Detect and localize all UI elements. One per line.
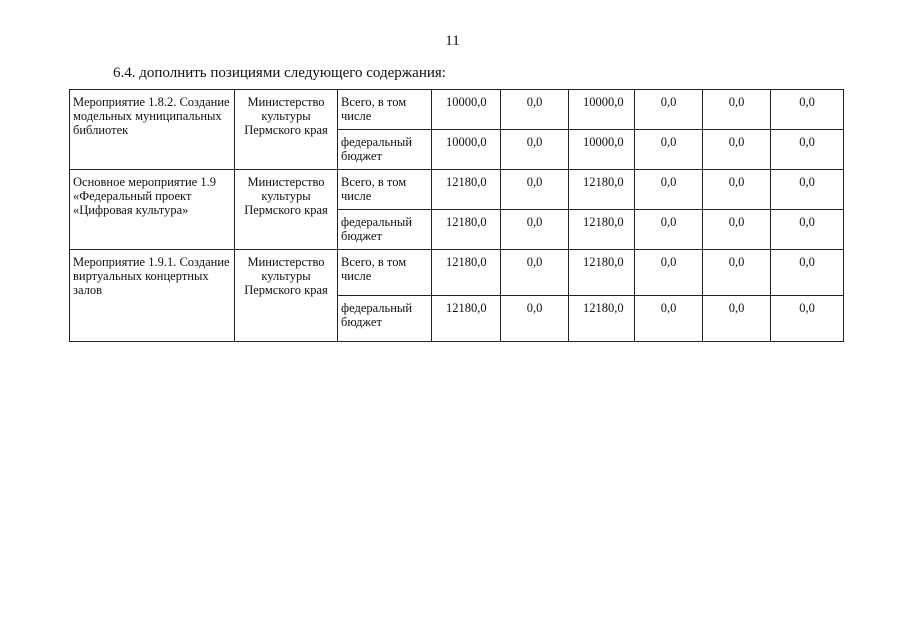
value-cell: 0,0 xyxy=(501,250,569,296)
value-cell: 0,0 xyxy=(703,250,771,296)
value-cell: 0,0 xyxy=(635,90,703,130)
event-name-cell: Мероприятие 1.9.1. Создание виртуальных концертных залов xyxy=(70,250,235,342)
value-cell: 12180,0 xyxy=(569,296,635,342)
page-number: 11 xyxy=(445,33,460,49)
value-cell: 10000,0 xyxy=(432,130,501,170)
value-cell: 0,0 xyxy=(501,210,569,250)
executor-cell: Министерство культуры Пермского края xyxy=(235,250,338,342)
funding-source-cell: федеральный бюджет xyxy=(338,130,432,170)
value-cell: 10000,0 xyxy=(569,90,635,130)
value-cell: 0,0 xyxy=(703,90,771,130)
table-row xyxy=(70,250,844,296)
funding-source-cell: Всего, в том числе xyxy=(338,90,432,130)
value-cell: 0,0 xyxy=(635,250,703,296)
value-cell: 12180,0 xyxy=(569,170,635,210)
value-cell: 0,0 xyxy=(771,296,844,342)
value-cell: 0,0 xyxy=(703,210,771,250)
value-cell: 12180,0 xyxy=(432,210,501,250)
event-name-cell: Основное мероприятие 1.9 «Федеральный проект «Цифровая культура» xyxy=(70,170,235,250)
value-cell: 0,0 xyxy=(501,170,569,210)
value-cell: 0,0 xyxy=(501,296,569,342)
value-cell: 0,0 xyxy=(771,170,844,210)
table-row xyxy=(70,170,844,210)
event-name-cell: Мероприятие 1.8.2. Создание модельных муниципальных библиотек xyxy=(70,90,235,170)
value-cell: 10000,0 xyxy=(432,90,501,130)
value-cell: 0,0 xyxy=(771,250,844,296)
value-cell: 0,0 xyxy=(771,130,844,170)
value-cell: 12180,0 xyxy=(569,250,635,296)
executor-cell: Министерство культуры Пермского края xyxy=(235,170,338,250)
value-cell: 12180,0 xyxy=(432,296,501,342)
value-cell: 0,0 xyxy=(703,170,771,210)
value-cell: 12180,0 xyxy=(432,170,501,210)
value-cell: 0,0 xyxy=(635,296,703,342)
funding-source-cell: федеральный бюджет xyxy=(338,296,432,342)
executor-cell: Министерство культуры Пермского края xyxy=(235,90,338,170)
intro-text: 6.4. дополнить позициями следующего содержания: xyxy=(113,65,446,81)
value-cell: 12180,0 xyxy=(432,250,501,296)
value-cell: 12180,0 xyxy=(569,210,635,250)
budget-table xyxy=(69,89,844,342)
value-cell: 0,0 xyxy=(501,90,569,130)
funding-source-cell: Всего, в том числе xyxy=(338,250,432,296)
value-cell: 0,0 xyxy=(703,296,771,342)
value-cell: 0,0 xyxy=(635,130,703,170)
value-cell: 0,0 xyxy=(703,130,771,170)
value-cell: 0,0 xyxy=(635,170,703,210)
value-cell: 0,0 xyxy=(635,210,703,250)
value-cell: 0,0 xyxy=(771,210,844,250)
value-cell: 0,0 xyxy=(501,130,569,170)
funding-source-cell: Всего, в том числе xyxy=(338,170,432,210)
value-cell: 0,0 xyxy=(771,90,844,130)
value-cell: 10000,0 xyxy=(569,130,635,170)
table-row xyxy=(70,90,844,130)
funding-source-cell: федеральный бюджет xyxy=(338,210,432,250)
